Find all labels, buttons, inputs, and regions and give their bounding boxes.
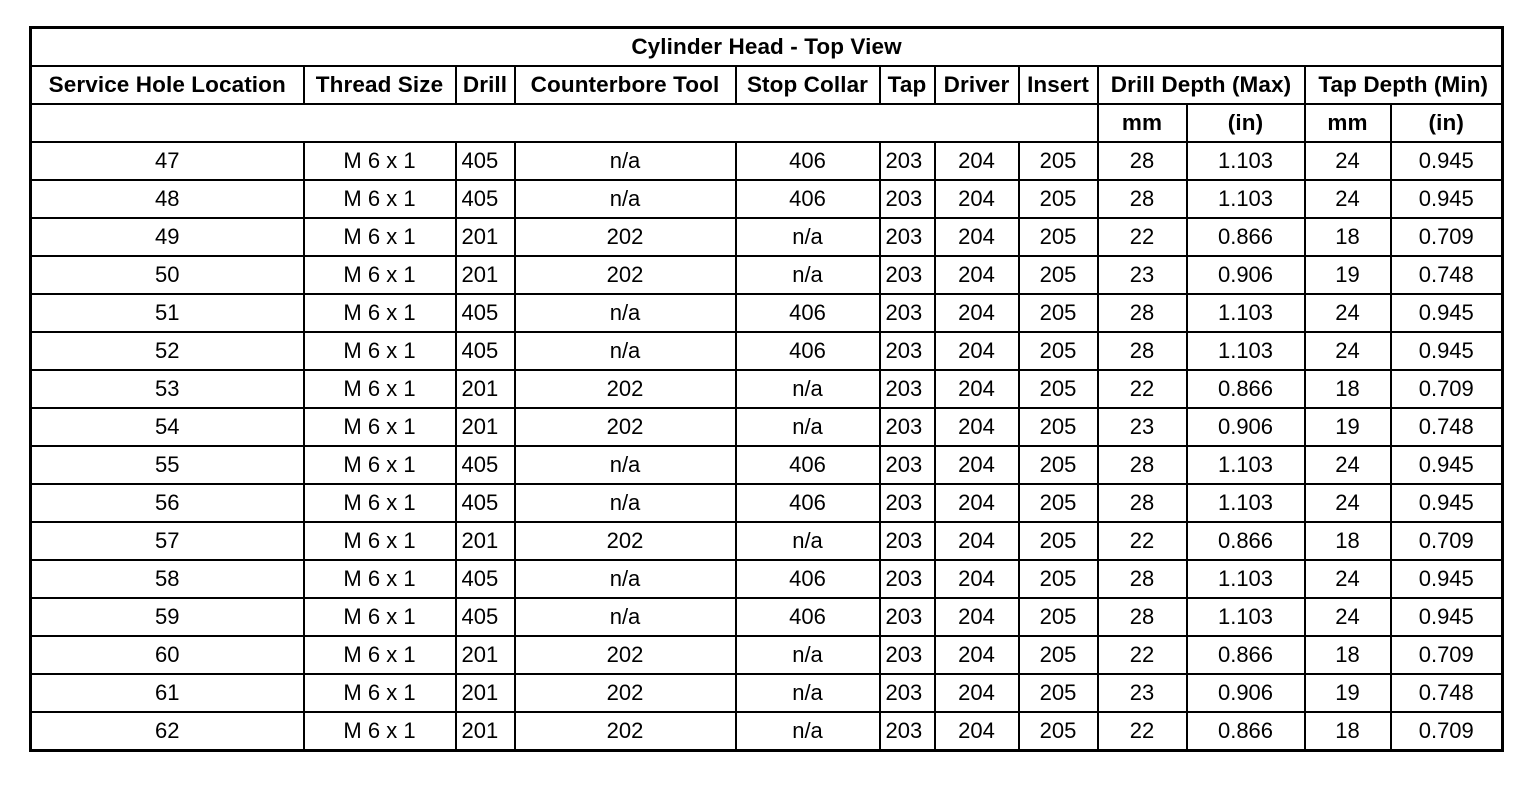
cell-drill-depth-in: 0.906 (1187, 674, 1305, 712)
cell-drill-depth-in: 1.103 (1187, 598, 1305, 636)
cell-thread-size: M 6 x 1 (304, 218, 456, 256)
cell-drill-depth-in: 0.906 (1187, 408, 1305, 446)
cell-tap: 203 (880, 256, 935, 294)
cell-location: 60 (31, 636, 304, 674)
cell-location: 47 (31, 142, 304, 180)
cell-counterbore-tool: n/a (515, 446, 736, 484)
table-row (31, 332, 1503, 370)
cell-tap: 203 (880, 294, 935, 332)
cell-driver: 204 (935, 142, 1019, 180)
cell-insert: 205 (1019, 598, 1098, 636)
table-row (31, 598, 1503, 636)
col-header-drill: Drill (456, 66, 515, 104)
cell-counterbore-tool: 202 (515, 370, 736, 408)
cell-drill-depth-in: 1.103 (1187, 294, 1305, 332)
cell-location: 49 (31, 218, 304, 256)
cell-drill-depth-mm: 28 (1098, 142, 1187, 180)
cell-tap: 203 (880, 142, 935, 180)
cell-drill: 201 (456, 370, 515, 408)
cell-insert: 205 (1019, 674, 1098, 712)
cell-tap-depth-mm: 19 (1305, 256, 1391, 294)
unit-tap-in: (in) (1391, 104, 1503, 142)
cell-drill-depth-in: 0.866 (1187, 522, 1305, 560)
col-header-drill-depth: Drill Depth (Max) (1098, 66, 1305, 104)
cell-thread-size: M 6 x 1 (304, 446, 456, 484)
cell-tap-depth-in: 0.709 (1391, 218, 1503, 256)
cell-thread-size: M 6 x 1 (304, 484, 456, 522)
cell-tap-depth-mm: 19 (1305, 408, 1391, 446)
cell-drill-depth-in: 0.866 (1187, 218, 1305, 256)
cell-drill-depth-mm: 22 (1098, 522, 1187, 560)
cell-thread-size: M 6 x 1 (304, 332, 456, 370)
cell-tap-depth-in: 0.709 (1391, 522, 1503, 560)
table-row (31, 446, 1503, 484)
cell-location: 59 (31, 598, 304, 636)
cell-drill-depth-mm: 28 (1098, 484, 1187, 522)
cell-insert: 205 (1019, 332, 1098, 370)
cell-stop-collar: n/a (736, 408, 880, 446)
cell-location: 51 (31, 294, 304, 332)
cell-location: 57 (31, 522, 304, 560)
cell-drill: 201 (456, 218, 515, 256)
cell-drill-depth-in: 1.103 (1187, 484, 1305, 522)
cell-insert: 205 (1019, 294, 1098, 332)
cell-insert: 205 (1019, 560, 1098, 598)
cell-drill: 405 (456, 446, 515, 484)
table-row (31, 712, 1503, 751)
cell-driver: 204 (935, 218, 1019, 256)
cell-tap: 203 (880, 408, 935, 446)
cell-location: 58 (31, 560, 304, 598)
cell-counterbore-tool: n/a (515, 484, 736, 522)
cell-thread-size: M 6 x 1 (304, 142, 456, 180)
header-row (31, 66, 1503, 104)
cell-insert: 205 (1019, 484, 1098, 522)
cell-drill: 405 (456, 142, 515, 180)
cell-counterbore-tool: n/a (515, 294, 736, 332)
cell-drill: 201 (456, 408, 515, 446)
col-header-tap-depth: Tap Depth (Min) (1305, 66, 1503, 104)
cell-location: 56 (31, 484, 304, 522)
cell-drill-depth-mm: 22 (1098, 370, 1187, 408)
col-header-tap: Tap (880, 66, 935, 104)
cell-drill: 405 (456, 180, 515, 218)
cell-tap-depth-mm: 24 (1305, 484, 1391, 522)
cell-drill: 405 (456, 560, 515, 598)
cell-counterbore-tool: n/a (515, 142, 736, 180)
cell-tap-depth-in: 0.709 (1391, 712, 1503, 751)
cell-tap-depth-in: 0.945 (1391, 332, 1503, 370)
cell-location: 50 (31, 256, 304, 294)
cell-tap-depth-in: 0.945 (1391, 142, 1503, 180)
cell-drill-depth-mm: 28 (1098, 446, 1187, 484)
cell-tap-depth-in: 0.748 (1391, 408, 1503, 446)
cell-stop-collar: n/a (736, 522, 880, 560)
cell-drill-depth-mm: 28 (1098, 332, 1187, 370)
cell-tap-depth-mm: 24 (1305, 294, 1391, 332)
col-header-stop-collar: Stop Collar (736, 66, 880, 104)
cell-drill-depth-in: 0.906 (1187, 256, 1305, 294)
cell-counterbore-tool: n/a (515, 332, 736, 370)
cell-stop-collar: 406 (736, 332, 880, 370)
cell-driver: 204 (935, 408, 1019, 446)
cell-stop-collar: n/a (736, 636, 880, 674)
cell-drill-depth-mm: 23 (1098, 256, 1187, 294)
cell-insert: 205 (1019, 370, 1098, 408)
cell-tap: 203 (880, 332, 935, 370)
cell-drill: 405 (456, 294, 515, 332)
cell-location: 53 (31, 370, 304, 408)
cell-stop-collar: n/a (736, 218, 880, 256)
table-row (31, 218, 1503, 256)
cell-driver: 204 (935, 560, 1019, 598)
service-hole-table (29, 26, 1504, 752)
cell-drill: 201 (456, 522, 515, 560)
cell-drill-depth-mm: 22 (1098, 712, 1187, 751)
cell-drill-depth-mm: 28 (1098, 294, 1187, 332)
cell-tap-depth-mm: 24 (1305, 598, 1391, 636)
cell-stop-collar: 406 (736, 446, 880, 484)
table-row (31, 484, 1503, 522)
cell-driver: 204 (935, 256, 1019, 294)
cell-location: 55 (31, 446, 304, 484)
cell-tap: 203 (880, 484, 935, 522)
cell-location: 62 (31, 712, 304, 751)
cell-tap-depth-in: 0.709 (1391, 370, 1503, 408)
cell-tap-depth-in: 0.945 (1391, 598, 1503, 636)
cell-thread-size: M 6 x 1 (304, 674, 456, 712)
cell-tap-depth-mm: 24 (1305, 332, 1391, 370)
title-row (31, 28, 1503, 67)
cell-location: 54 (31, 408, 304, 446)
cell-counterbore-tool: 202 (515, 256, 736, 294)
cell-drill-depth-in: 0.866 (1187, 636, 1305, 674)
cell-tap-depth-mm: 18 (1305, 636, 1391, 674)
cell-thread-size: M 6 x 1 (304, 294, 456, 332)
cell-drill-depth-in: 1.103 (1187, 142, 1305, 180)
cell-tap-depth-mm: 24 (1305, 180, 1391, 218)
cell-thread-size: M 6 x 1 (304, 636, 456, 674)
unit-drill-mm: mm (1098, 104, 1187, 142)
cell-drill-depth-in: 1.103 (1187, 560, 1305, 598)
cell-driver: 204 (935, 674, 1019, 712)
cell-thread-size: M 6 x 1 (304, 256, 456, 294)
cell-tap-depth-mm: 18 (1305, 218, 1391, 256)
col-header-counterbore-tool: Counterbore Tool (515, 66, 736, 104)
unit-tap-mm: mm (1305, 104, 1391, 142)
cell-stop-collar: n/a (736, 712, 880, 751)
cell-drill: 201 (456, 256, 515, 294)
cell-tap-depth-mm: 18 (1305, 522, 1391, 560)
table-row (31, 408, 1503, 446)
cell-driver: 204 (935, 598, 1019, 636)
cell-insert: 205 (1019, 712, 1098, 751)
cell-thread-size: M 6 x 1 (304, 712, 456, 751)
cell-drill: 201 (456, 636, 515, 674)
cell-tap: 203 (880, 180, 935, 218)
cell-stop-collar: 406 (736, 598, 880, 636)
cell-stop-collar: n/a (736, 674, 880, 712)
cell-tap-depth-in: 0.945 (1391, 446, 1503, 484)
cell-driver: 204 (935, 636, 1019, 674)
cell-counterbore-tool: 202 (515, 522, 736, 560)
table-row (31, 560, 1503, 598)
cell-counterbore-tool: 202 (515, 674, 736, 712)
cell-drill: 405 (456, 484, 515, 522)
cell-tap: 203 (880, 522, 935, 560)
cell-thread-size: M 6 x 1 (304, 408, 456, 446)
cell-driver: 204 (935, 294, 1019, 332)
unit-row-spacer (31, 104, 1098, 142)
table-row (31, 142, 1503, 180)
cell-drill: 405 (456, 598, 515, 636)
table-row (31, 674, 1503, 712)
cell-drill-depth-in: 0.866 (1187, 370, 1305, 408)
cell-tap: 203 (880, 370, 935, 408)
col-header-thread-size: Thread Size (304, 66, 456, 104)
cell-drill: 201 (456, 712, 515, 751)
cell-stop-collar: 406 (736, 180, 880, 218)
cell-stop-collar: 406 (736, 294, 880, 332)
cell-thread-size: M 6 x 1 (304, 180, 456, 218)
table-body (31, 142, 1503, 751)
cell-insert: 205 (1019, 522, 1098, 560)
table-title: Cylinder Head - Top View (31, 28, 1503, 67)
col-header-insert: Insert (1019, 66, 1098, 104)
cell-drill-depth-mm: 28 (1098, 180, 1187, 218)
cell-stop-collar: 406 (736, 560, 880, 598)
cell-driver: 204 (935, 180, 1019, 218)
cell-thread-size: M 6 x 1 (304, 598, 456, 636)
cell-drill-depth-mm: 28 (1098, 598, 1187, 636)
table-row (31, 636, 1503, 674)
cell-counterbore-tool: n/a (515, 598, 736, 636)
cell-drill: 201 (456, 674, 515, 712)
cell-drill: 405 (456, 332, 515, 370)
cell-tap-depth-in: 0.945 (1391, 180, 1503, 218)
unit-row (31, 104, 1503, 142)
cell-tap-depth-in: 0.748 (1391, 674, 1503, 712)
cell-tap-depth-mm: 19 (1305, 674, 1391, 712)
col-header-service-hole-location: Service Hole Location (31, 66, 304, 104)
cell-driver: 204 (935, 370, 1019, 408)
cell-drill-depth-in: 1.103 (1187, 446, 1305, 484)
cell-insert: 205 (1019, 408, 1098, 446)
cell-tap: 203 (880, 674, 935, 712)
cell-tap: 203 (880, 712, 935, 751)
cell-drill-depth-mm: 22 (1098, 636, 1187, 674)
cell-location: 48 (31, 180, 304, 218)
cell-tap: 203 (880, 218, 935, 256)
cell-tap-depth-in: 0.748 (1391, 256, 1503, 294)
cell-stop-collar: n/a (736, 370, 880, 408)
cell-insert: 205 (1019, 446, 1098, 484)
cell-driver: 204 (935, 446, 1019, 484)
cell-tap-depth-mm: 18 (1305, 712, 1391, 751)
cell-drill-depth-in: 0.866 (1187, 712, 1305, 751)
cell-stop-collar: n/a (736, 256, 880, 294)
cell-driver: 204 (935, 712, 1019, 751)
cell-tap-depth-in: 0.709 (1391, 636, 1503, 674)
cell-stop-collar: 406 (736, 484, 880, 522)
cell-tap-depth-in: 0.945 (1391, 484, 1503, 522)
cell-tap: 203 (880, 446, 935, 484)
cell-insert: 205 (1019, 636, 1098, 674)
cell-insert: 205 (1019, 218, 1098, 256)
cell-drill-depth-mm: 23 (1098, 674, 1187, 712)
cell-counterbore-tool: 202 (515, 218, 736, 256)
cell-tap-depth-mm: 24 (1305, 446, 1391, 484)
cell-thread-size: M 6 x 1 (304, 522, 456, 560)
unit-drill-in: (in) (1187, 104, 1305, 142)
cell-location: 61 (31, 674, 304, 712)
table-row (31, 370, 1503, 408)
table-row (31, 256, 1503, 294)
cell-drill-depth-mm: 22 (1098, 218, 1187, 256)
cell-tap-depth-in: 0.945 (1391, 294, 1503, 332)
cell-location: 52 (31, 332, 304, 370)
cell-counterbore-tool: 202 (515, 712, 736, 751)
table-row (31, 522, 1503, 560)
cell-insert: 205 (1019, 256, 1098, 294)
cell-driver: 204 (935, 484, 1019, 522)
cell-driver: 204 (935, 332, 1019, 370)
col-header-driver: Driver (935, 66, 1019, 104)
cell-tap-depth-in: 0.945 (1391, 560, 1503, 598)
cell-tap-depth-mm: 18 (1305, 370, 1391, 408)
cell-counterbore-tool: 202 (515, 408, 736, 446)
cell-thread-size: M 6 x 1 (304, 370, 456, 408)
cell-insert: 205 (1019, 142, 1098, 180)
cell-drill-depth-mm: 28 (1098, 560, 1187, 598)
cell-counterbore-tool: n/a (515, 180, 736, 218)
cell-insert: 205 (1019, 180, 1098, 218)
table-row (31, 180, 1503, 218)
cell-tap: 203 (880, 598, 935, 636)
cell-drill-depth-mm: 23 (1098, 408, 1187, 446)
cell-drill-depth-in: 1.103 (1187, 180, 1305, 218)
table-row (31, 294, 1503, 332)
cell-tap: 203 (880, 636, 935, 674)
cell-counterbore-tool: 202 (515, 636, 736, 674)
cell-stop-collar: 406 (736, 142, 880, 180)
cell-thread-size: M 6 x 1 (304, 560, 456, 598)
cell-counterbore-tool: n/a (515, 560, 736, 598)
cell-tap: 203 (880, 560, 935, 598)
cell-tap-depth-mm: 24 (1305, 560, 1391, 598)
cell-driver: 204 (935, 522, 1019, 560)
cell-drill-depth-in: 1.103 (1187, 332, 1305, 370)
cell-tap-depth-mm: 24 (1305, 142, 1391, 180)
